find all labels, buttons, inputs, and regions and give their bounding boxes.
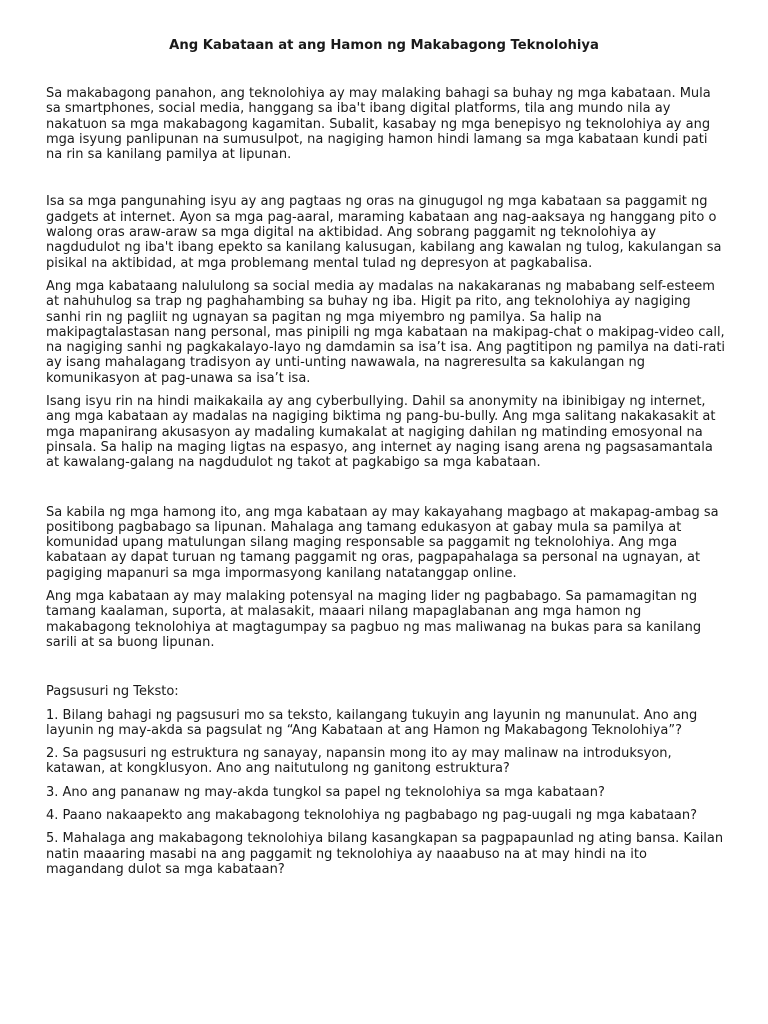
analysis-heading: Pagsusuri ng Teksto: — [46, 684, 179, 700]
paragraph-intro: Sa makabagong panahon, ang teknolohiya ay may malaking bahagi sa buhay ng mga kabataan. Mula sa smartphones, social media, hanggang sa iba't ibang digital platforms, tila ang mundo nila ay nakatuon sa mga makabagong kagamitan. Subalit, kasabay ng mga benepisyo ng teknolohiya ay ang mga isyung panlipunan na sumusulpot, na nagiging hamon hindi lamang sa mga kabataan kundi pati na rin sa kanilang pamilya at lipunan. — [46, 86, 711, 163]
paragraph-conclusion: Ang mga kabataan ay may malaking potensyal na maging lider ng pagbabago. Sa pamamagitan ng tamang kaalaman, suporta, at malasakit, maaari nilang mapaglabanan ang mga hamon ng makabagong teknolohiya at magtagumpay sa pagbuo ng mas maliwanag na bukas para sa kanilang sarili at sa buong lipunan. — [46, 589, 702, 650]
paragraph-cyberbullying: Isang isyu rin na hindi maikakaila ay ang cyberbullying. Dahil sa anonymity na ibinibigay ng internet, ang mga kabataan ay madalas na nagiging biktima ng pang-bu-bully. Ang mga salitang nakakasakit at mga mapanirang akusasyon ay madaling kumakalat at nagiging dahilan ng matinding emosyonal na pinsala. Sa halip na maging ligtas na espasyo, ang internet ay naging isang arena ng pagsasamantala at kawalang-galang na nagdudulot ng takot at pagkabigo sa mga kabataan. — [46, 394, 716, 471]
question-item: 2. Sa pagsusuri ng estruktura ng sanayay, napansin mong ito ay may malinaw na introduksyon, katawan, at kongklusyon. Ano ang naitutulong ng ganitong estruktura? — [46, 746, 672, 777]
document-title: Ang Kabataan at ang Hamon ng Makabagong Teknolohiya — [169, 38, 599, 53]
paragraph-social-media: Ang mga kabataang nalululong sa social media ay madalas na nakakaranas ng mababang self-esteem at nahuhulog sa trap ng paghahambing sa buhay ng iba. Higit pa rito, ang teknolohiya ay nagiging sanhi rin ng pagliit ng ugnayan sa pagitan ng mga miyembro ng pamilya. Sa halip na makipagtalastasan nang personal, mas pinipili ng mga kabataan na makipag-chat o makipag-video call, na nagiging sanhi ng pagkakalayo-layo ng damdamin sa isa’t isa. Ang pagtitipon ng pamilya na dati-rati ay isang mahalagang tradisyon ay unti-unting nawawala, na nagreresulta sa kakulangan ng komunikasyon at pag-unawa sa isa’t isa. — [46, 278, 726, 386]
question-item: 4. Paano nakaapekto ang makabagong teknolohiya ng pagbabago ng pag-uugali ng mga kabataan? — [46, 807, 698, 823]
paragraph-screen-time: Isa sa mga pangunahing isyu ay ang pagtaas ng oras na ginugugol ng mga kabataan sa paggamit ng gadgets at internet. Ayon sa mga pag-aaral, maraming kabataan ang nag-aaksaya ng hanggang pito o walong oras araw-araw sa mga digital na aktibidad. Ang sobrang paggamit ng teknolohiya ay nagdudulot ng iba't ibang epekto sa kanilang kalusugan, kabilang ang kawalan ng tulog, kakulangan sa pisikal na aktibidad, at mga problemang mental tulad ng depresyon at pagkabalisa. — [46, 194, 722, 271]
document-body — [46, 86, 726, 877]
question-item: 3. Ano ang pananaw ng may-akda tungkol sa papel ng teknolohiya sa mga kabataan? — [46, 784, 605, 800]
paragraph-change: Sa kabila ng mga hamong ito, ang mga kabataan ay may kakayahang magbago at makapag-ambag sa positibong pagbabago sa lipunan. Mahalaga ang tamang edukasyon at gabay mula sa pamilya at komunidad upang matulungan silang maging responsable sa paggamit ng teknolohiya. Ang mga kabataan ay dapat turuan ng tamang paggamit ng oras, pagpapahalaga sa personal na ugnayan, at pagiging mapanuri sa mga impormasyong kanilang natatanggap online. — [46, 504, 719, 581]
question-item: 5. Mahalaga ang makabagong teknolohiya bilang kasangkapan sa pagpapaunlad ng ating bansa. Kailan natin maaaring masabi na ang paggamit ng teknolohiya ay naaabuso na at may hindi na ito magandang dulot sa mga kabataan? — [46, 831, 724, 877]
question-item: 1. Bilang bahagi ng pagsusuri mo sa teksto, kailangang tukuyin ang layunin ng manunulat. Ano ang layunin ng may-akda sa pagsulat ng “Ang Kabataan at ang Hamon ng Makabagong Teknolohiya”? — [46, 707, 698, 738]
